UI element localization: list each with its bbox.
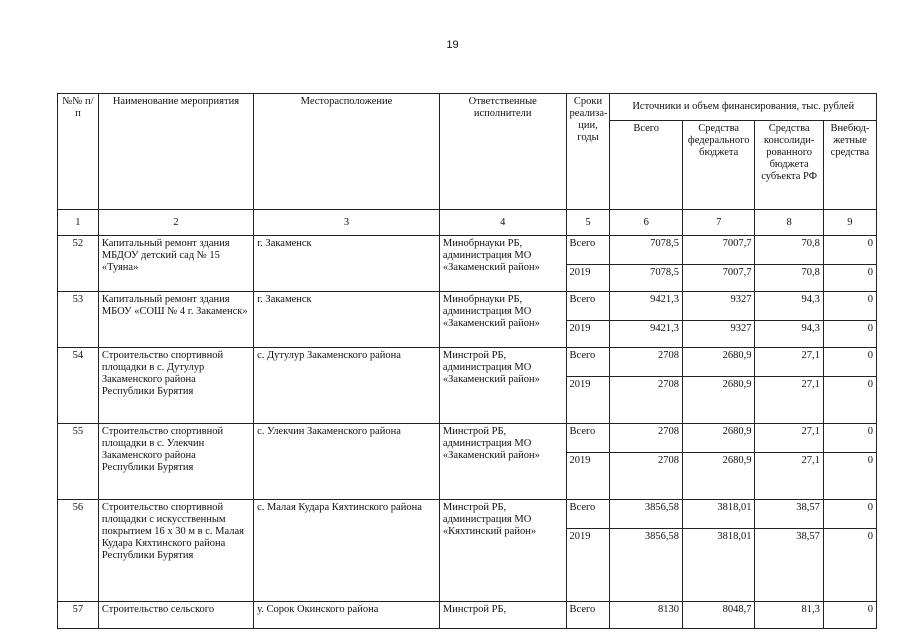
table-row (58, 500, 877, 529)
header-terms: Сроки реализации, годы (566, 94, 610, 210)
row-location: с. Дутулур Закаменского района (254, 348, 440, 424)
row-total: 2708 (610, 348, 683, 377)
table-row (58, 348, 877, 377)
row-location: г. Закаменск (254, 236, 440, 292)
row-offbudget: 0 (823, 265, 876, 292)
row-offbudget: 0 (823, 321, 876, 348)
row-offbudget: 0 (823, 377, 876, 424)
row-name: Строительство спортивной площадки в с. Дутулур Закаменского района Республики Бурятия (98, 348, 253, 424)
row-num: 54 (58, 348, 99, 424)
row-regional: 70,8 (755, 265, 823, 292)
row-regional: 38,57 (755, 500, 823, 529)
row-federal: 2680,9 (682, 348, 755, 377)
row-regional: 70,8 (755, 236, 823, 265)
row-num: 56 (58, 500, 99, 602)
row-total: 7078,5 (610, 236, 683, 265)
row-term: 2019 (566, 265, 610, 292)
header-num: №№ п/п (58, 94, 99, 210)
row-location: с. Улекчин Закаменского района (254, 424, 440, 500)
row-regional: 27,1 (755, 348, 823, 377)
table-row (58, 292, 877, 321)
row-executors: Минстрой РБ, (439, 602, 566, 629)
row-federal: 9327 (682, 292, 755, 321)
table-row (58, 424, 877, 453)
row-term: Всего (566, 500, 610, 529)
financing-table (57, 93, 877, 629)
row-term: Всего (566, 236, 610, 265)
column-number: 4 (439, 210, 566, 236)
column-number: 9 (823, 210, 876, 236)
row-executors: Минобрнауки РБ, администрация МО «Закаменский район» (439, 292, 566, 348)
row-regional: 27,1 (755, 377, 823, 424)
row-offbudget: 0 (823, 424, 876, 453)
row-offbudget: 0 (823, 453, 876, 500)
column-number: 1 (58, 210, 99, 236)
column-number: 3 (254, 210, 440, 236)
page-number: 19 (446, 39, 459, 51)
column-number: 6 (610, 210, 683, 236)
header-executors: Ответственные исполнители (439, 94, 566, 210)
column-number: 8 (755, 210, 823, 236)
row-term: Всего (566, 292, 610, 321)
table-body (58, 236, 877, 629)
row-name: Капитальный ремонт здания МБДОУ детский сад № 15 «Туяна» (98, 236, 253, 292)
header-federal: Средства федерального бюджета (682, 121, 755, 210)
row-total: 9421,3 (610, 292, 683, 321)
row-offbudget: 0 (823, 348, 876, 377)
row-regional: 27,1 (755, 424, 823, 453)
row-regional: 94,3 (755, 292, 823, 321)
row-location: с. Малая Кудара Кяхтинского района (254, 500, 440, 602)
row-federal: 2680,9 (682, 453, 755, 500)
header-location: Месторасположение (254, 94, 440, 210)
row-federal: 3818,01 (682, 500, 755, 529)
row-location: г. Закаменск (254, 292, 440, 348)
row-total: 3856,58 (610, 500, 683, 529)
row-offbudget: 0 (823, 292, 876, 321)
row-term: Всего (566, 602, 610, 629)
row-name: Строительство спортивной площадки в с. Улекчин Закаменского района Республики Бурятия (98, 424, 253, 500)
row-federal: 7007,7 (682, 265, 755, 292)
row-executors: Минстрой РБ, администрация МО «Кяхтинский район» (439, 500, 566, 602)
row-total: 2708 (610, 453, 683, 500)
row-total: 8130 (610, 602, 683, 629)
row-total: 2708 (610, 377, 683, 424)
column-number-row (58, 210, 877, 236)
row-regional: 81,3 (755, 602, 823, 629)
row-name: Строительство спортивной площадки с искусственным покрытием 16 х 30 м в с. Малая Кудара Кяхтинского района Республики Бурятия (98, 500, 253, 602)
row-num: 57 (58, 602, 99, 629)
row-federal: 3818,01 (682, 529, 755, 602)
header-regional: Средства консолидированного бюджета субъекта РФ (755, 121, 823, 210)
row-executors: Минобрнауки РБ, администрация МО «Закаменский район» (439, 236, 566, 292)
row-name: Строительство сельского (98, 602, 253, 629)
table-row (58, 236, 877, 265)
row-offbudget: 0 (823, 602, 876, 629)
column-number: 5 (566, 210, 610, 236)
row-term: Всего (566, 348, 610, 377)
row-federal: 2680,9 (682, 424, 755, 453)
row-term: Всего (566, 424, 610, 453)
row-federal: 8048,7 (682, 602, 755, 629)
row-regional: 94,3 (755, 321, 823, 348)
row-executors: Минстрой РБ, администрация МО «Закаменский район» (439, 424, 566, 500)
row-offbudget: 0 (823, 500, 876, 529)
header-offbudget: Внебюджетные средства (823, 121, 876, 210)
row-federal: 2680,9 (682, 377, 755, 424)
row-term: 2019 (566, 529, 610, 602)
row-offbudget: 0 (823, 529, 876, 602)
row-regional: 38,57 (755, 529, 823, 602)
row-location: у. Сорок Окинского района (254, 602, 440, 629)
row-total: 7078,5 (610, 265, 683, 292)
column-number: 2 (98, 210, 253, 236)
row-num: 55 (58, 424, 99, 500)
row-term: 2019 (566, 453, 610, 500)
row-total: 9421,3 (610, 321, 683, 348)
row-federal: 9327 (682, 321, 755, 348)
column-number: 7 (682, 210, 755, 236)
row-federal: 7007,7 (682, 236, 755, 265)
row-regional: 27,1 (755, 453, 823, 500)
row-term: 2019 (566, 321, 610, 348)
table-row (58, 602, 877, 629)
row-total: 3856,58 (610, 529, 683, 602)
row-num: 52 (58, 236, 99, 292)
row-name: Капитальный ремонт здания МБОУ «СОШ № 4 г. Закаменск» (98, 292, 253, 348)
header-sources: Источники и объем финансирования, тыс. рублей (610, 94, 877, 121)
header-total: Всего (610, 121, 683, 210)
row-num: 53 (58, 292, 99, 348)
row-term: 2019 (566, 377, 610, 424)
header-name: Наименование мероприятия (98, 94, 253, 210)
row-offbudget: 0 (823, 236, 876, 265)
row-total: 2708 (610, 424, 683, 453)
row-executors: Минстрой РБ, администрация МО «Закаменский район» (439, 348, 566, 424)
